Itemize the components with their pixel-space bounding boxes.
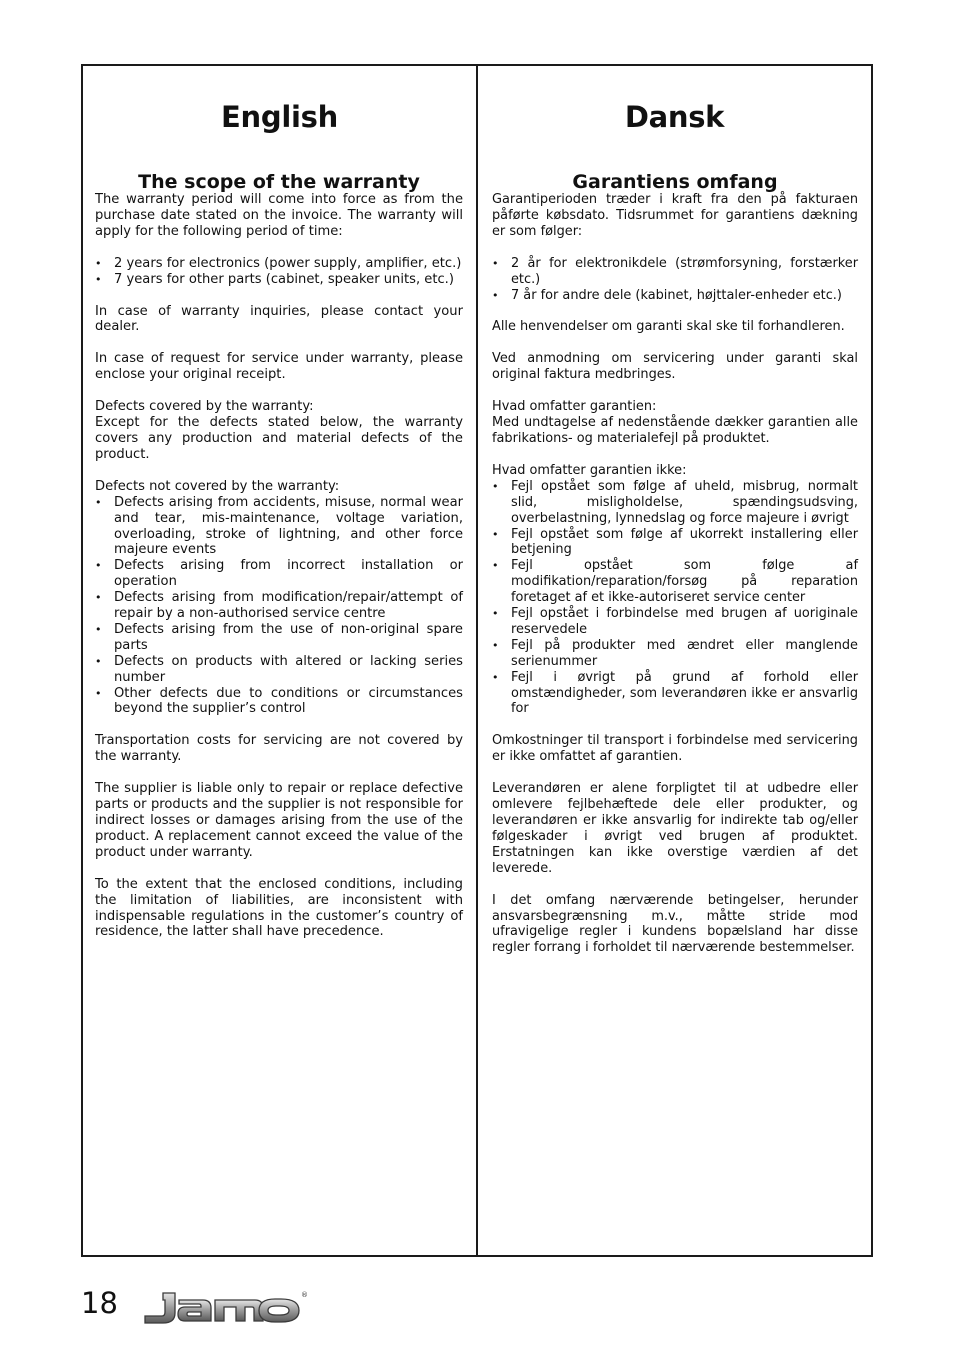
dansk-intro: Garantiperioden træder i kraft fra den på fakturaen påførte købsdato. Tidsrummet for garantiens dækning er som følger: [492,192,858,239]
english-heading: English [221,100,338,134]
dansk-not-covered-heading: Hvad omfatter garantien ikke: [492,462,687,478]
dansk-covered-heading: Hvad omfatter garantien: [492,399,657,415]
list-item: • Fejl opstået som følge af modifikation/reparation/forsøg på reparation foretaget af et ikke-autoriseret service center [492,558,858,606]
dansk-precedence-text: I det omfang nærværende betingelser, herunder ansvarsbegrænsning m.v., måtte stride mod ufravigelige regler i kundens bopælsland har disse regler forrang i forholdet til nærværende bestemmelser. [492,892,858,956]
list-item: • 2 år for elektronikdele (strømforsyning, forstærker etc.) [492,256,858,288]
page-number: 18 [81,1286,118,1320]
english-transport-text: Transportation costs for servicing are not covered by the warranty. [95,733,463,765]
warranty-frame [81,64,873,1257]
list-item: • Fejl på produkter med ændret eller manglende serienummer [492,638,858,670]
english-liability-text: The supplier is liable only to repair or replace defective parts or products and the supplier is not responsible for indirect losses or damages arising from the use of the product. A replacement cannot exceed the value of the product under warranty. [95,781,463,860]
jamo-logo [143,1287,308,1327]
dansk-heading: Dansk [624,100,725,134]
english-dealer-text: In case of warranty inquiries, please contact your dealer. [95,303,463,335]
list-item: • 2 years for electronics (power supply, amplifier, etc.) [95,256,463,272]
english-column [83,66,478,1255]
english-periods-list [95,256,463,288]
list-item: • 7 years for other parts (cabinet, speaker units, etc.) [95,272,463,288]
english-receipt-text: In case of request for service under warranty, please enclose your original receipt. [95,351,463,383]
english-covered-text: Except for the defects stated below, the warranty covers any production and material defects of the product. [95,415,463,462]
english-intro: The warranty period will come into force as from the purchase date stated on the invoice. The warranty will apply for the following period of time: [95,192,463,239]
list-item: • Fejl opstået som følge af ukorrekt installering eller betjening [492,527,858,559]
dansk-body [492,172,858,956]
list-item: • Defects arising from accidents, misuse, normal wear and tear, mis-maintenance, voltage variation, overloading, stroke of lightning, and other force majeure events [95,495,463,559]
list-item: • Defects arising from modification/repair/attempt of repair by a non-authorised service centre [95,590,463,622]
english-section-title: The scope of the warranty [138,171,420,193]
dansk-section-title: Garantiens omfang [572,171,778,193]
english-body [95,172,463,940]
dansk-covered-text: Med undtagelse af nedenstående dækker garantien alle fabrikations- og materialefejl på produktet. [492,415,858,446]
dansk-receipt-text: Ved anmodning om servicering under garanti skal original faktura medbringes. [492,351,858,383]
list-item: • Defects arising from the use of non-original spare parts [95,622,463,654]
dansk-column [478,66,871,1255]
dansk-dealer-text: Alle henvendelser om garanti skal ske til forhandleren. [492,319,845,335]
english-not-covered-heading: Defects not covered by the warranty: [95,478,340,494]
dansk-periods-list [492,256,858,304]
list-item: • Defects arising from incorrect installation or operation [95,558,463,590]
dansk-transport-text: Omkostninger til transport i forbindelse med servicering er ikke omfattet af garantien. [492,733,858,765]
registered-mark: ® [301,1291,308,1299]
dansk-not-covered-list [492,479,858,718]
list-item: • 7 år for andre dele (kabinet, højttaler-enheder etc.) [492,288,858,304]
english-covered-heading: Defects covered by the warranty: [95,399,314,415]
english-precedence-text: To the extent that the enclosed conditions, including the limitation of liabilities, are inconsistent with indispensable regulations in the customer’s country of residence, the latter shall have precedence. [95,876,463,940]
english-not-covered-list [95,495,463,718]
list-item: • Fejl i øvrigt på grund af forhold eller omstændigheder, som leverandøren ikke er ansvarlig for [492,670,858,718]
dansk-liability-text: Leverandøren er alene forpligtet til at udbedre eller omlevere fejlbehæftede dele eller produkter, og leverandøren er ikke ansvarlig for indirekte tab og/eller følgeskader i øvrigt ved brugen af produktet. Erstatningen kan ikke overstige værdien af det leverede. [492,781,858,876]
list-item: • Fejl opstået som følge af uheld, misbrug, normalt slid, misligholdelse, spændingsudsving, overbelastning, lynnedslag og force majeure i øvrigt [492,479,858,527]
list-item: • Fejl opstået i forbindelse med brugen af uoriginale reservedele [492,606,858,638]
list-item: • Other defects due to conditions or circumstances beyond the supplier’s control [95,686,463,718]
list-item: • Defects on products with altered or lacking series number [95,654,463,686]
